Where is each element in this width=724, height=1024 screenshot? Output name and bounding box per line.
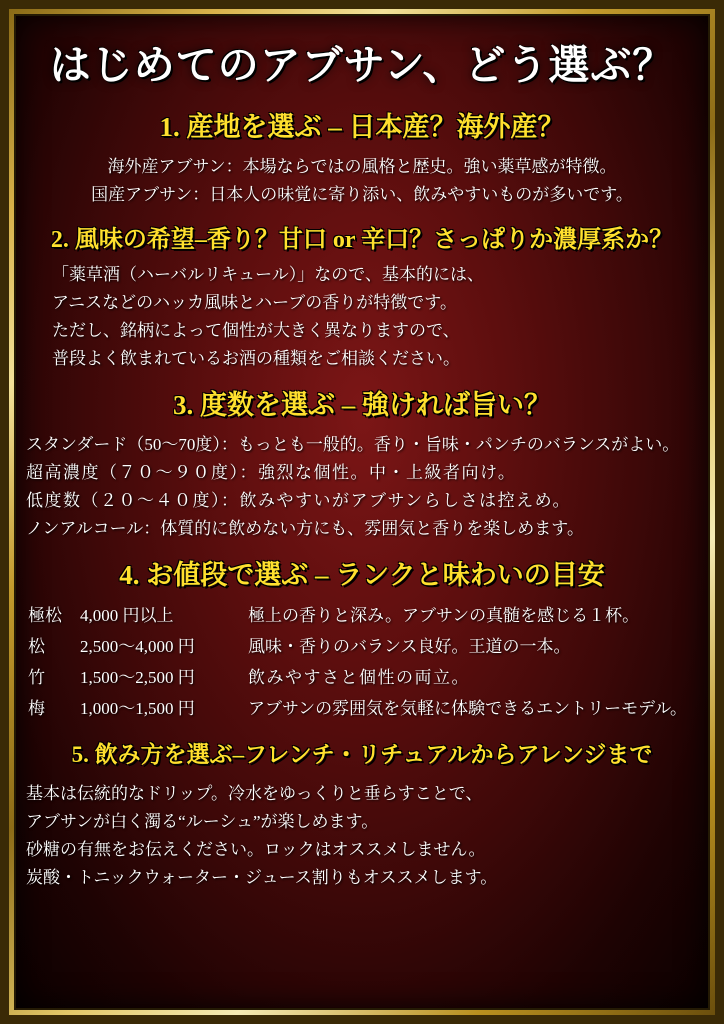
price-value: 2,500〜4,000 円 xyxy=(80,637,195,656)
body-line: 国産アブサン：日本人の味覚に寄り添い、飲みやすいものが多いです。 xyxy=(91,185,633,204)
price-value: 4,000 円以上 xyxy=(80,606,174,625)
body-line: ノンアルコール：体質的に飲めない方にも、雰囲気と香りを楽しめます。 xyxy=(26,519,584,538)
body-line: 基本は伝統的なドリップ。冷水をゆっくりと垂らすことで、 xyxy=(26,784,483,803)
section-heading-5: 5. 飲み方を選ぶ–フレンチ・リチュアルからアレンジまで xyxy=(71,742,653,767)
price-desc: 風味・香りのバランス良好。王道の一本。 xyxy=(248,637,571,656)
table-row xyxy=(28,691,702,722)
section-body-3 xyxy=(18,430,706,539)
price-rank: 梅 xyxy=(28,699,45,718)
price-table xyxy=(28,598,702,722)
body-line: アブサンが白く濁る“ルーシュ”が楽しめます。 xyxy=(26,812,379,831)
price-desc: 極上の香りと深み。アブサンの真髄を感じる１杯。 xyxy=(248,606,640,625)
section-heading-4: 4. お値段で選ぶ – ランクと味わいの目安 xyxy=(119,560,605,590)
body-line: アニスなどのハッカ風味とハーブの香りが特徴です。 xyxy=(52,293,457,312)
price-desc: 飲みやすさと個性の両立。 xyxy=(248,668,470,687)
section-heading-3: 3. 度数を選ぶ – 強ければ旨い？ xyxy=(173,390,551,420)
body-line: 低度数（２０〜４０度）：飲みやすいがアブサンらしさは控えめ。 xyxy=(26,491,571,510)
body-line: ただし、銘柄によって個性が大きく異なりますので、 xyxy=(52,321,460,340)
section-body-1 xyxy=(18,152,706,205)
price-desc: アブサンの雰囲気を気軽に体験できるエントリーモデル。 xyxy=(248,699,687,718)
body-line: 砂糖の有無をお伝えください。ロックはオススメしません。 xyxy=(26,840,486,859)
table-row xyxy=(28,660,702,691)
body-line: 普段よく飲まれているお酒の種類をご相談ください。 xyxy=(52,349,460,368)
body-line: スタンダード（50〜70度）：もっとも一般的。香り・旨味・パンチのバランスがよい。 xyxy=(26,435,680,454)
page-title: はじめてのアブサン、どう選ぶ？ xyxy=(49,42,675,88)
price-value: 1,000〜1,500 円 xyxy=(80,699,195,718)
body-line: 「薬草酒（ハーバルリキュール）」なので、基本的には、 xyxy=(52,265,484,284)
body-line: 炭酸・トニックウォーター・ジュース割りもオススメします。 xyxy=(26,868,498,887)
price-rank: 松 xyxy=(28,637,45,656)
section-heading-2: 2. 風味の希望–香り？甘口 or 辛口？さっぱりか濃厚系か？ xyxy=(50,227,674,253)
section-body-2 xyxy=(18,260,706,369)
price-value: 1,500〜2,500 円 xyxy=(80,668,195,687)
table-row xyxy=(28,629,702,660)
table-row xyxy=(28,598,702,629)
price-rank: 竹 xyxy=(28,668,45,687)
poster-content xyxy=(18,18,706,1006)
body-line: 超高濃度（７０〜９０度）：強烈な個性。中・上級者向け。 xyxy=(26,463,517,482)
price-rank: 極松 xyxy=(28,606,62,625)
body-line: 海外産アブサン：本場ならではの風格と歴史。強い薬草感が特徴。 xyxy=(107,157,617,176)
section-body-5 xyxy=(18,779,706,888)
section-heading-1: 1. 産地を選ぶ – 日本産？海外産？ xyxy=(159,112,565,142)
